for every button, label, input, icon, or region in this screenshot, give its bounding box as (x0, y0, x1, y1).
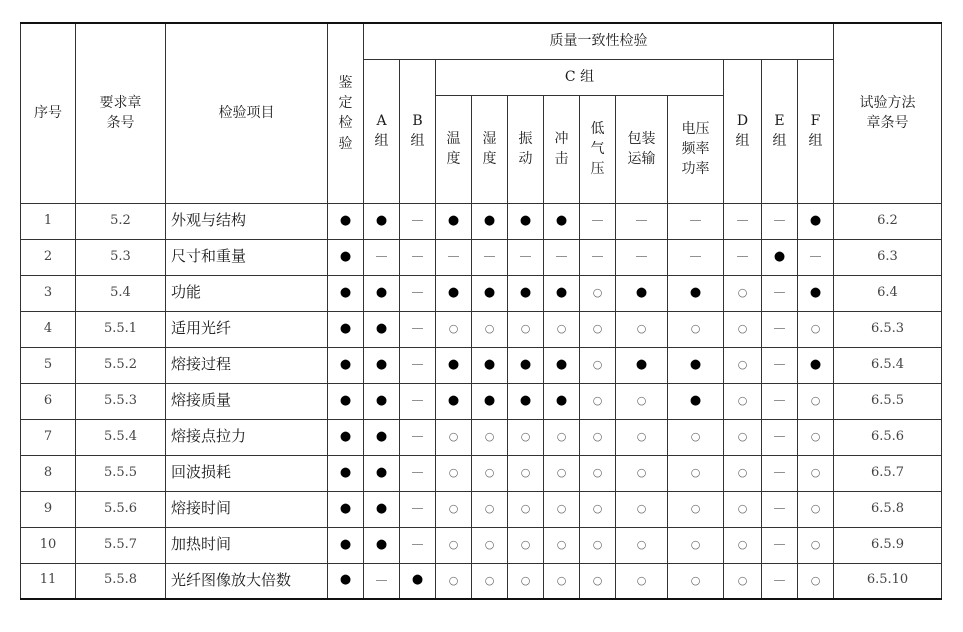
dash-mark: — (724, 239, 762, 275)
seq-cell: 7 (21, 419, 76, 455)
seq-cell: 11 (21, 563, 76, 599)
item-cell: 适用光纤 (166, 311, 328, 347)
hollow-mark: ○ (436, 491, 472, 527)
hollow-mark: ○ (472, 527, 508, 563)
hollow-mark: ○ (544, 563, 580, 599)
item-cell: 熔接时间 (166, 491, 328, 527)
header-seq: 序号 (21, 23, 76, 203)
dash-mark: — (400, 347, 436, 383)
hollow-mark: ○ (472, 455, 508, 491)
clause-cell: 5.5.7 (76, 527, 166, 563)
seq-cell: 9 (21, 491, 76, 527)
hollow-mark: ○ (668, 491, 724, 527)
hollow-mark: ○ (798, 455, 834, 491)
hollow-mark: ○ (544, 419, 580, 455)
dash-mark: — (400, 239, 436, 275)
filled-mark: ● (364, 419, 400, 455)
hollow-mark: ○ (580, 563, 616, 599)
hollow-mark: ○ (724, 347, 762, 383)
hollow-mark: ○ (580, 419, 616, 455)
filled-mark: ● (436, 203, 472, 239)
hollow-mark: ○ (616, 311, 668, 347)
method-cell: 6.5.7 (834, 455, 942, 491)
dash-mark: — (616, 239, 668, 275)
filled-mark: ● (544, 203, 580, 239)
filled-mark: ● (472, 383, 508, 419)
header-qualification: 鉴 定 检 验 (328, 23, 364, 203)
hollow-mark: ○ (580, 383, 616, 419)
method-cell: 6.2 (834, 203, 942, 239)
hollow-mark: ○ (580, 527, 616, 563)
dash-mark: — (508, 239, 544, 275)
hollow-mark: ○ (616, 491, 668, 527)
header-conformance: 质量一致性检验 (364, 23, 834, 59)
header-c-shock: 冲 击 (544, 95, 580, 203)
header-c-humidity: 湿 度 (472, 95, 508, 203)
filled-mark: ● (544, 347, 580, 383)
filled-mark: ● (364, 203, 400, 239)
dash-mark: — (580, 239, 616, 275)
dash-mark: — (798, 239, 834, 275)
hollow-mark: ○ (616, 563, 668, 599)
dash-mark: — (762, 455, 798, 491)
filled-mark: ● (472, 275, 508, 311)
header-c-voltage: 电压 频率 功率 (668, 95, 724, 203)
header-c-low-pressure: 低 气 压 (580, 95, 616, 203)
clause-cell: 5.5.5 (76, 455, 166, 491)
method-cell: 6.3 (834, 239, 942, 275)
hollow-mark: ○ (472, 419, 508, 455)
header-method: 试验方法 章条号 (834, 23, 942, 203)
dash-mark: — (400, 419, 436, 455)
inspection-table (20, 22, 942, 600)
hollow-mark: ○ (724, 419, 762, 455)
table-row (21, 203, 942, 239)
seq-cell: 3 (21, 275, 76, 311)
hollow-mark: ○ (580, 491, 616, 527)
hollow-mark: ○ (508, 491, 544, 527)
item-cell: 回波损耗 (166, 455, 328, 491)
item-cell: 尺寸和重量 (166, 239, 328, 275)
filled-mark: ● (328, 383, 364, 419)
seq-cell: 4 (21, 311, 76, 347)
hollow-mark: ○ (724, 455, 762, 491)
dash-mark: — (762, 383, 798, 419)
hollow-mark: ○ (544, 527, 580, 563)
table-row (21, 455, 942, 491)
filled-mark: ● (328, 239, 364, 275)
header-item: 检验项目 (166, 23, 328, 203)
filled-mark: ● (328, 311, 364, 347)
hollow-mark: ○ (724, 563, 762, 599)
method-cell: 6.5.3 (834, 311, 942, 347)
filled-mark: ● (472, 347, 508, 383)
header-req-clause: 要求章 条号 (76, 23, 166, 203)
filled-mark: ● (508, 347, 544, 383)
seq-cell: 6 (21, 383, 76, 419)
header-c-group: C 组 (436, 59, 724, 95)
dash-mark: — (616, 203, 668, 239)
filled-mark: ● (364, 311, 400, 347)
dash-mark: — (762, 563, 798, 599)
filled-mark: ● (436, 347, 472, 383)
filled-mark: ● (364, 455, 400, 491)
filled-mark: ● (798, 203, 834, 239)
hollow-mark: ○ (544, 311, 580, 347)
dash-mark: — (400, 203, 436, 239)
header-c-temperature: 温 度 (436, 95, 472, 203)
filled-mark: ● (400, 563, 436, 599)
hollow-mark: ○ (436, 419, 472, 455)
dash-mark: — (724, 203, 762, 239)
hollow-mark: ○ (580, 311, 616, 347)
dash-mark: — (544, 239, 580, 275)
dash-mark: — (580, 203, 616, 239)
method-cell: 6.5.4 (834, 347, 942, 383)
filled-mark: ● (328, 491, 364, 527)
filled-mark: ● (508, 383, 544, 419)
header-e-group: E 组 (762, 59, 798, 203)
item-cell: 熔接过程 (166, 347, 328, 383)
dash-mark: — (400, 527, 436, 563)
filled-mark: ● (762, 239, 798, 275)
dash-mark: — (400, 491, 436, 527)
clause-cell: 5.5.2 (76, 347, 166, 383)
table-row (21, 347, 942, 383)
item-cell: 光纤图像放大倍数 (166, 563, 328, 599)
dash-mark: — (364, 563, 400, 599)
filled-mark: ● (668, 275, 724, 311)
item-cell: 熔接点拉力 (166, 419, 328, 455)
item-cell: 功能 (166, 275, 328, 311)
header-c-packaging: 包装 运输 (616, 95, 668, 203)
clause-cell: 5.5.4 (76, 419, 166, 455)
hollow-mark: ○ (616, 419, 668, 455)
dash-mark: — (436, 239, 472, 275)
dash-mark: — (364, 239, 400, 275)
hollow-mark: ○ (508, 419, 544, 455)
hollow-mark: ○ (508, 527, 544, 563)
hollow-mark: ○ (580, 455, 616, 491)
hollow-mark: ○ (798, 419, 834, 455)
header-c-vibration: 振 动 (508, 95, 544, 203)
hollow-mark: ○ (436, 311, 472, 347)
header-a-group: A 组 (364, 59, 400, 203)
hollow-mark: ○ (544, 491, 580, 527)
hollow-mark: ○ (724, 383, 762, 419)
dash-mark: — (400, 383, 436, 419)
table-row (21, 239, 942, 275)
inspection-table-container (20, 22, 942, 600)
dash-mark: — (400, 455, 436, 491)
hollow-mark: ○ (436, 527, 472, 563)
table-row (21, 527, 942, 563)
filled-mark: ● (472, 203, 508, 239)
filled-mark: ● (328, 527, 364, 563)
filled-mark: ● (616, 275, 668, 311)
filled-mark: ● (364, 383, 400, 419)
filled-mark: ● (798, 275, 834, 311)
hollow-mark: ○ (798, 311, 834, 347)
hollow-mark: ○ (616, 455, 668, 491)
hollow-mark: ○ (544, 455, 580, 491)
table-row (21, 383, 942, 419)
hollow-mark: ○ (508, 311, 544, 347)
table-body (21, 203, 942, 599)
table-row (21, 491, 942, 527)
filled-mark: ● (328, 563, 364, 599)
method-cell: 6.5.8 (834, 491, 942, 527)
hollow-mark: ○ (798, 527, 834, 563)
clause-cell: 5.3 (76, 239, 166, 275)
hollow-mark: ○ (580, 347, 616, 383)
dash-mark: — (668, 203, 724, 239)
filled-mark: ● (364, 347, 400, 383)
seq-cell: 10 (21, 527, 76, 563)
hollow-mark: ○ (798, 491, 834, 527)
hollow-mark: ○ (724, 491, 762, 527)
table-row (21, 311, 942, 347)
hollow-mark: ○ (616, 383, 668, 419)
clause-cell: 5.4 (76, 275, 166, 311)
dash-mark: — (762, 491, 798, 527)
clause-cell: 5.5.1 (76, 311, 166, 347)
header-f-group: F 组 (798, 59, 834, 203)
clause-cell: 5.2 (76, 203, 166, 239)
filled-mark: ● (328, 347, 364, 383)
method-cell: 6.5.10 (834, 563, 942, 599)
dash-mark: — (762, 203, 798, 239)
hollow-mark: ○ (668, 455, 724, 491)
hollow-mark: ○ (616, 527, 668, 563)
dash-mark: — (762, 527, 798, 563)
filled-mark: ● (508, 275, 544, 311)
hollow-mark: ○ (436, 455, 472, 491)
dash-mark: — (762, 419, 798, 455)
filled-mark: ● (544, 275, 580, 311)
table-row (21, 275, 942, 311)
filled-mark: ● (436, 275, 472, 311)
clause-cell: 5.5.8 (76, 563, 166, 599)
seq-cell: 5 (21, 347, 76, 383)
hollow-mark: ○ (724, 527, 762, 563)
hollow-mark: ○ (668, 527, 724, 563)
hollow-mark: ○ (798, 563, 834, 599)
filled-mark: ● (328, 203, 364, 239)
filled-mark: ● (544, 383, 580, 419)
seq-cell: 1 (21, 203, 76, 239)
clause-cell: 5.5.6 (76, 491, 166, 527)
dash-mark: — (762, 275, 798, 311)
filled-mark: ● (328, 455, 364, 491)
dash-mark: — (668, 239, 724, 275)
method-cell: 6.5.9 (834, 527, 942, 563)
filled-mark: ● (364, 275, 400, 311)
hollow-mark: ○ (436, 563, 472, 599)
filled-mark: ● (616, 347, 668, 383)
filled-mark: ● (364, 527, 400, 563)
dash-mark: — (472, 239, 508, 275)
dash-mark: — (400, 275, 436, 311)
dash-mark: — (762, 347, 798, 383)
header-b-group: B 组 (400, 59, 436, 203)
hollow-mark: ○ (508, 563, 544, 599)
hollow-mark: ○ (798, 383, 834, 419)
table-row (21, 419, 942, 455)
hollow-mark: ○ (668, 311, 724, 347)
clause-cell: 5.5.3 (76, 383, 166, 419)
filled-mark: ● (798, 347, 834, 383)
filled-mark: ● (364, 491, 400, 527)
header-d-group: D 组 (724, 59, 762, 203)
filled-mark: ● (668, 383, 724, 419)
dash-mark: — (400, 311, 436, 347)
seq-cell: 2 (21, 239, 76, 275)
hollow-mark: ○ (472, 311, 508, 347)
seq-cell: 8 (21, 455, 76, 491)
hollow-mark: ○ (668, 419, 724, 455)
filled-mark: ● (668, 347, 724, 383)
hollow-mark: ○ (668, 563, 724, 599)
hollow-mark: ○ (508, 455, 544, 491)
item-cell: 加热时间 (166, 527, 328, 563)
dash-mark: — (762, 311, 798, 347)
filled-mark: ● (328, 275, 364, 311)
filled-mark: ● (436, 383, 472, 419)
hollow-mark: ○ (724, 311, 762, 347)
item-cell: 外观与结构 (166, 203, 328, 239)
hollow-mark: ○ (580, 275, 616, 311)
hollow-mark: ○ (724, 275, 762, 311)
filled-mark: ● (328, 419, 364, 455)
filled-mark: ● (508, 203, 544, 239)
hollow-mark: ○ (472, 491, 508, 527)
table-row (21, 563, 942, 599)
method-cell: 6.4 (834, 275, 942, 311)
hollow-mark: ○ (472, 563, 508, 599)
item-cell: 熔接质量 (166, 383, 328, 419)
method-cell: 6.5.6 (834, 419, 942, 455)
method-cell: 6.5.5 (834, 383, 942, 419)
